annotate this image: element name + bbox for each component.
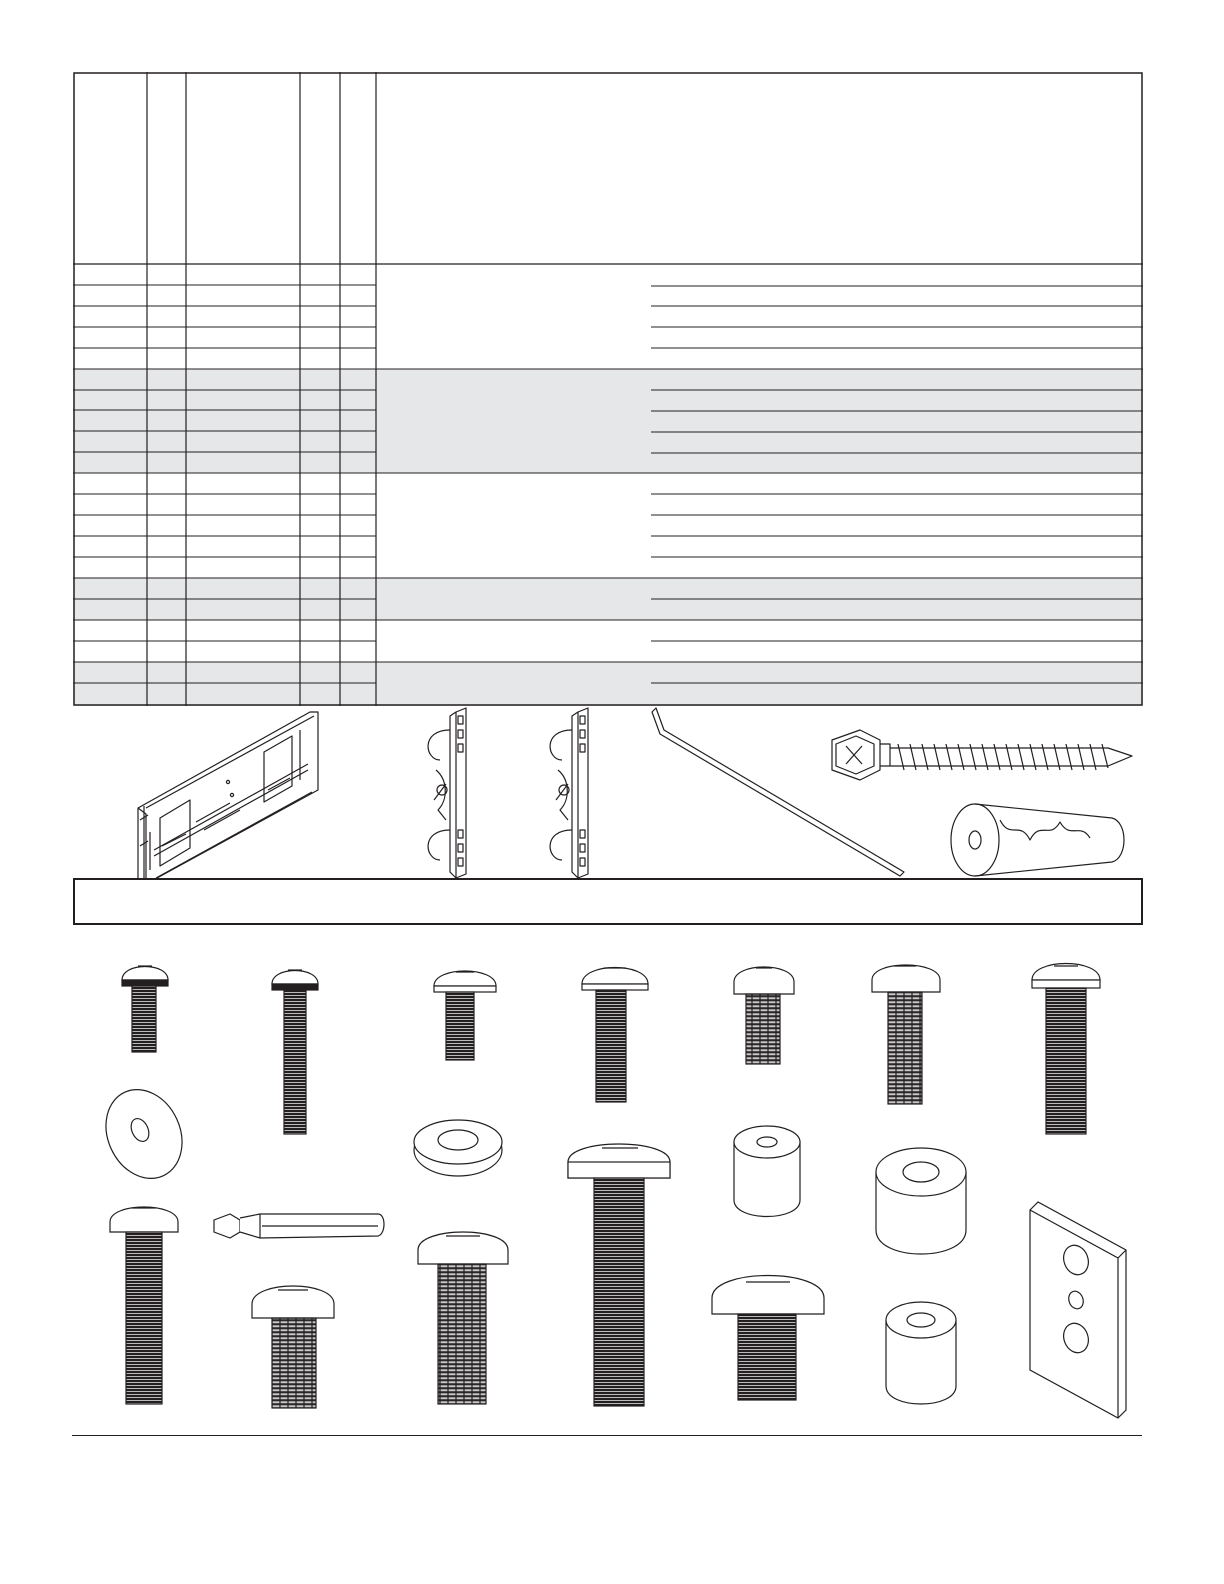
medium-screw-icon <box>582 968 648 1103</box>
spacer-plate-icon <box>1030 1202 1126 1418</box>
lag-bolt-icon <box>832 730 1132 780</box>
wall-plate-icon <box>138 712 318 880</box>
washer-icon <box>92 1077 196 1191</box>
spacer-icon <box>734 1126 800 1217</box>
long-screw-icon <box>272 970 318 1134</box>
short-screw-icon <box>252 1286 334 1408</box>
table-row-lines <box>73 285 1143 683</box>
adapter-bracket-right-icon <box>550 708 588 878</box>
short-screw-icon <box>712 1276 824 1401</box>
mount-illustrations <box>0 700 1224 880</box>
table-shaded-rows <box>73 369 1143 706</box>
medium-screw-icon <box>872 965 940 1104</box>
spacer-icon <box>886 1302 956 1404</box>
long-screw-icon <box>1032 964 1100 1135</box>
washer-icon <box>414 1120 502 1176</box>
adapter-bracket-left-icon <box>428 708 466 878</box>
spacer-icon <box>876 1148 966 1254</box>
footer-rule <box>72 1435 1142 1436</box>
short-screw-icon <box>122 966 168 1052</box>
medium-screw-icon <box>418 1232 508 1404</box>
concrete-anchor-icon <box>951 804 1124 876</box>
note-box <box>73 878 1143 925</box>
hardware-illustrations <box>0 940 1224 1420</box>
short-screw-icon <box>434 971 496 1060</box>
hex-shaft-icon <box>214 1214 384 1238</box>
short-screw-icon <box>734 967 794 1064</box>
parts-table <box>73 72 1143 706</box>
long-screw-icon <box>568 1144 670 1406</box>
long-screw-icon <box>110 1207 178 1404</box>
